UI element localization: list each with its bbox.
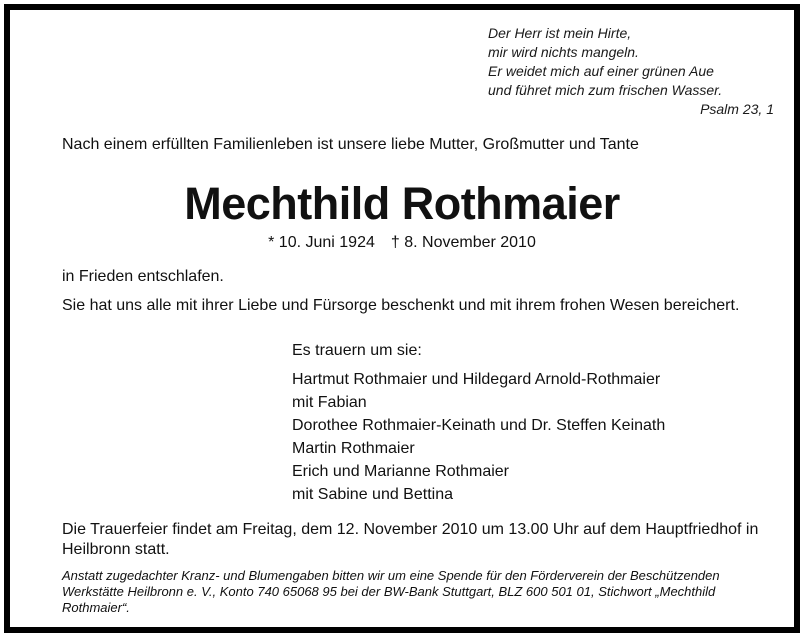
psalm-line: und führet mich zum frischen Wasser.: [488, 82, 723, 98]
deceased-name: Mechthild Rothmaier: [184, 178, 620, 229]
passed-away-text: in Frieden entschlafen.: [62, 268, 224, 285]
psalm-line: Der Herr ist mein Hirte,: [488, 25, 632, 41]
donation-notice: Anstatt zugedachter Kranz- und Blumengaben bitten wir um eine Spende für den Förderverein der Beschützenden Werkstätte Heilbronn e. V., Konto 740 65068 95 bei der BW-Bank Stuttgart, BLZ 600 501 01, Stichwort „Mechthild Rothmaier“.: [62, 568, 720, 615]
mourner-line: Hartmut Rothmaier und Hildegard Arnold-Rothmaier: [292, 371, 661, 388]
life-dates: [10, 234, 794, 252]
mourner-line: Dorothee Rothmaier-Keinath und Dr. Steffen Keinath: [292, 417, 666, 434]
mourner-line: Erich und Marianne Rothmaier: [292, 463, 509, 480]
birth-date: * 10. Juni 1924: [268, 234, 375, 251]
tribute-text: Sie hat uns alle mit ihrer Liebe und Fürsorge beschenkt und mit ihrem frohen Wesen bereichert.: [62, 297, 740, 314]
mourners-list: [292, 368, 665, 506]
mourner-line: mit Sabine und Bettina: [292, 486, 453, 503]
psalm-reference: Psalm 23, 1: [700, 101, 774, 117]
psalm-line: Er weidet mich auf einer grünen Aue: [488, 63, 714, 79]
mourner-line: Martin Rothmaier: [292, 440, 415, 457]
psalm-line: mir wird nichts mangeln.: [488, 44, 639, 60]
psalm-quote: [488, 24, 788, 119]
mourner-line: mit Fabian: [292, 394, 367, 411]
intro-text: Nach einem erfüllten Familienleben ist unsere liebe Mutter, Großmutter und Tante: [62, 136, 639, 153]
mourners-heading: Es trauern um sie:: [292, 342, 422, 359]
funeral-notice: Die Trauerfeier findet am Freitag, dem 12. November 2010 um 13.00 Uhr auf dem Hauptfriedhof in Heilbronn statt.: [62, 521, 759, 558]
obituary-frame: [4, 4, 800, 633]
death-date: † 8. November 2010: [390, 234, 536, 251]
